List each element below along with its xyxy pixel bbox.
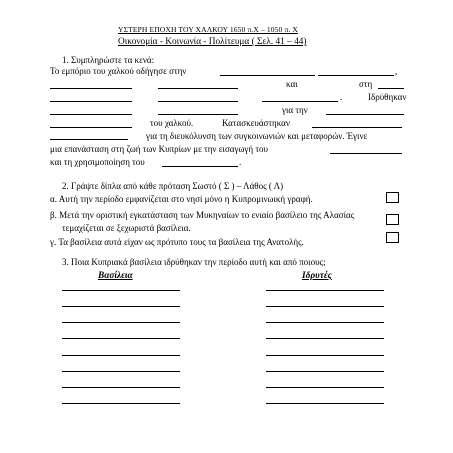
answer-box-c[interactable]	[386, 232, 399, 243]
fill-blank[interactable]	[158, 88, 238, 89]
founder-answer-line[interactable]	[266, 355, 384, 356]
fill-blank[interactable]	[50, 88, 132, 89]
fill-blank[interactable]	[378, 88, 404, 89]
fill-blank[interactable]	[312, 127, 402, 128]
tou-chalkou-text: του χαλκού.	[150, 118, 194, 128]
fill-blank[interactable]	[158, 101, 238, 102]
statement-b: β. Μετά την οριστική εγκατάσταση των Μυκηναίων το ενιαίο βασίλειο της Αλασίας	[50, 210, 355, 220]
fill-blank[interactable]	[50, 114, 132, 115]
kingdom-answer-line[interactable]	[62, 403, 180, 404]
fill-blank[interactable]	[50, 127, 132, 128]
fill-blank[interactable]	[262, 101, 338, 102]
statement-a: α. Αυτή την περίοδο εμφανίζεται στο νησί μόνο η Κυπρομινωική γραφή.	[50, 194, 313, 204]
fill-blank[interactable]	[220, 75, 315, 76]
section1-heading: 1. Συμπληρώστε τα κενά:	[62, 55, 155, 65]
section3-heading: 3. Ποια Κυπριακά βασίλεια ιδρύθηκαν την περίοδο αυτή και από ποιους;	[62, 257, 326, 267]
period-text: .	[340, 92, 343, 102]
founder-answer-line[interactable]	[266, 306, 384, 307]
kingdom-answer-line[interactable]	[62, 355, 180, 356]
fill-blank[interactable]	[50, 139, 128, 140]
idrythikan-text: Ιδρύθηκαν	[368, 92, 407, 102]
section1-line7-text: και τη χρησιμοποίηση του	[50, 157, 145, 167]
founder-answer-line[interactable]	[266, 403, 384, 404]
fill-blank[interactable]	[50, 101, 132, 102]
gia-tin-text: για την	[282, 105, 308, 115]
kingdom-answer-line[interactable]	[62, 338, 180, 339]
fill-blank[interactable]	[330, 153, 402, 154]
fill-blank[interactable]	[162, 166, 238, 167]
section1-line6-text: μια επανάσταση στη ζωή των Κυπρίων με την εισαγωγή του	[50, 144, 268, 154]
fill-blank[interactable]	[326, 114, 404, 115]
founder-answer-line[interactable]	[266, 338, 384, 339]
fill-blank[interactable]	[158, 114, 238, 115]
kai-text: και	[286, 79, 298, 89]
section1-line5-text: για τη διευκόλυνση των συγκοινωνιών και μεταφορών. Έγινε	[146, 131, 368, 141]
founder-answer-line[interactable]	[266, 322, 384, 323]
statement-c: γ. Τα βασίλεια αυτά είχαν ως πρότυπο τους τα βασίλεια της Ανατολής.	[50, 237, 304, 247]
kingdom-answer-line[interactable]	[62, 387, 180, 388]
statement-b-cont: τεμαχίζεται σε ξεχωριστά βασίλεια.	[62, 223, 191, 233]
section2-heading: 2. Γράψτε δίπλα από κάθε πρόταση Σωστό ( Σ ) – Λάθος ( Λ)	[62, 181, 284, 191]
column-header-kingdoms: Βασίλεια	[98, 271, 133, 281]
answer-box-a[interactable]	[386, 192, 399, 203]
founder-answer-line[interactable]	[266, 371, 384, 372]
page-title: ΥΣΤΕΡΗ ΕΠΟΧΗ ΤΟΥ ΧΑΛΚΟΥ 1650 π.Χ – 1050 π. Χ	[118, 25, 298, 34]
period-text: .	[239, 157, 242, 167]
kataskevastikan-text: Κατασκευάστηκαν	[222, 118, 290, 128]
kingdom-answer-line[interactable]	[62, 371, 180, 372]
comma-text: ,	[395, 66, 398, 76]
kingdom-answer-line[interactable]	[62, 290, 180, 291]
sti-text: στη	[359, 79, 373, 89]
founder-answer-line[interactable]	[266, 387, 384, 388]
fill-blank[interactable]	[318, 75, 394, 76]
section1-line1-text: Το εμπόριο του χαλκού οδήγησε στην	[50, 66, 187, 76]
founder-answer-line[interactable]	[266, 290, 384, 291]
page-subtitle: Οικονομία - Κοινωνία - Πολίτευμα ( Σελ. 41 – 44)	[118, 37, 307, 47]
answer-box-b[interactable]	[386, 214, 399, 225]
column-header-founders: Ιδρυτές	[302, 271, 332, 281]
kingdom-answer-line[interactable]	[62, 322, 180, 323]
kingdom-answer-line[interactable]	[62, 306, 180, 307]
